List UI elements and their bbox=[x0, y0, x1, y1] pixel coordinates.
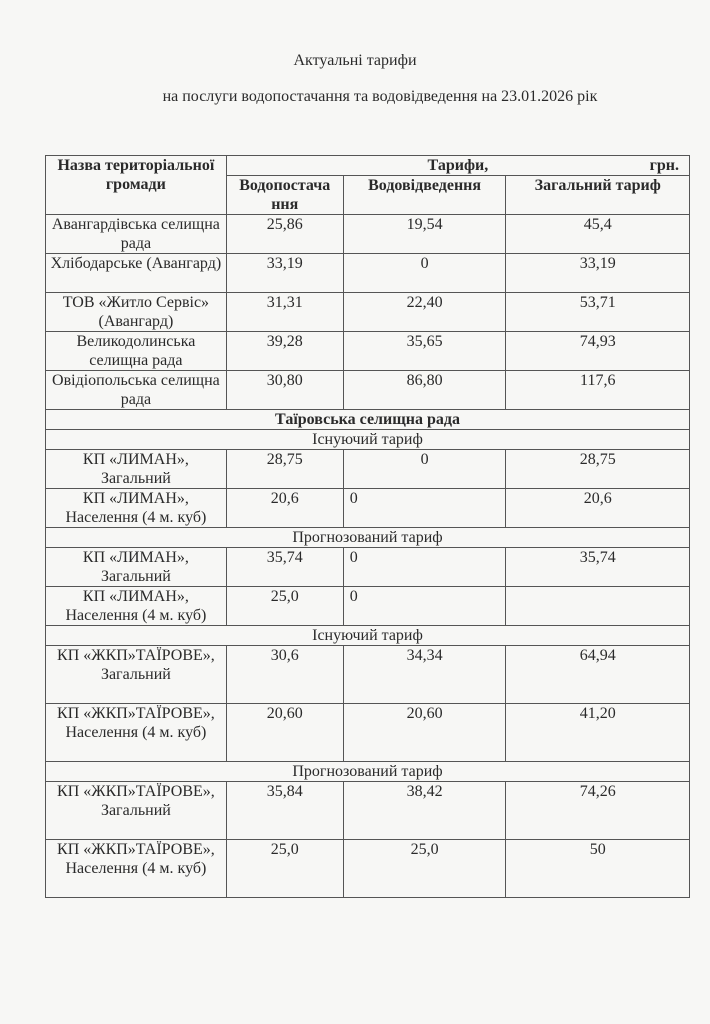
total-cell: 41,20 bbox=[506, 704, 690, 762]
community-name-cell: Великодолинська селищна рада bbox=[46, 332, 227, 371]
table-row bbox=[46, 293, 690, 332]
water-supply-cell: 30,80 bbox=[226, 371, 343, 410]
drainage-cell: 25,0 bbox=[343, 840, 506, 898]
drainage-cell: 86,80 bbox=[343, 371, 506, 410]
subsection-heading: Існуючий тариф bbox=[46, 430, 690, 450]
section-row bbox=[46, 430, 690, 450]
subsection-heading: Існуючий тариф bbox=[46, 626, 690, 646]
section-heading: Таїровська селищна рада bbox=[46, 410, 690, 430]
table-row bbox=[46, 587, 690, 626]
header-tariffs bbox=[226, 156, 689, 176]
water-supply-cell: 25,86 bbox=[226, 215, 343, 254]
drainage-cell: 0 bbox=[343, 548, 506, 587]
drainage-cell: 19,54 bbox=[343, 215, 506, 254]
subsection-heading: Прогнозований тариф bbox=[46, 762, 690, 782]
table-row bbox=[46, 782, 690, 840]
table-row bbox=[46, 371, 690, 410]
document-subtitle: на послуги водопостачання та водовідведення на 23.01.2026 рік bbox=[162, 88, 598, 105]
community-name-cell: Овідіопольська селищна рада bbox=[46, 371, 227, 410]
community-name-cell: КП «ЛИМАН», Загальний bbox=[46, 450, 227, 489]
drainage-cell: 0 bbox=[343, 450, 506, 489]
section-row bbox=[46, 528, 690, 548]
water-supply-cell: 25,0 bbox=[226, 587, 343, 626]
community-name-cell: КП «ЛИМАН», Населення (4 м. куб) bbox=[46, 587, 227, 626]
section-row bbox=[46, 626, 690, 646]
total-cell: 20,6 bbox=[506, 489, 690, 528]
community-name-cell: ТОВ «Житло Сервіс» (Авангард) bbox=[46, 293, 227, 332]
header-unit: грн. bbox=[649, 157, 679, 174]
total-cell: 33,19 bbox=[506, 254, 690, 293]
header-tariffs-label: Тарифи, bbox=[427, 157, 489, 174]
water-supply-cell: 28,75 bbox=[226, 450, 343, 489]
header-community-name: Назва територіальної громади bbox=[46, 156, 227, 215]
table-row bbox=[46, 215, 690, 254]
community-name-cell: Хлібодарське (Авангард) bbox=[46, 254, 227, 293]
table-row bbox=[46, 332, 690, 371]
water-supply-cell: 39,28 bbox=[226, 332, 343, 371]
table-row bbox=[46, 450, 690, 489]
drainage-cell: 20,60 bbox=[343, 704, 506, 762]
drainage-cell: 38,42 bbox=[343, 782, 506, 840]
drainage-cell: 0 bbox=[343, 254, 506, 293]
total-cell: 117,6 bbox=[506, 371, 690, 410]
water-supply-cell: 25,0 bbox=[226, 840, 343, 898]
header-drainage: Водовідведення bbox=[343, 176, 506, 215]
table-row bbox=[46, 254, 690, 293]
table-row bbox=[46, 840, 690, 898]
total-cell: 74,26 bbox=[506, 782, 690, 840]
tariffs-table bbox=[45, 155, 690, 898]
community-name-cell: КП «ЖКП»ТАЇРОВЕ», Загальний bbox=[46, 782, 227, 840]
water-supply-cell: 30,6 bbox=[226, 646, 343, 704]
water-supply-cell: 33,19 bbox=[226, 254, 343, 293]
document-title: Актуальні тарифи bbox=[293, 52, 417, 69]
drainage-cell: 35,65 bbox=[343, 332, 506, 371]
header-water-supply: Водопостача ння bbox=[226, 176, 343, 215]
water-supply-cell: 20,6 bbox=[226, 489, 343, 528]
water-supply-cell: 35,74 bbox=[226, 548, 343, 587]
drainage-cell: 0 bbox=[343, 489, 506, 528]
header-total: Загальний тариф bbox=[506, 176, 690, 215]
water-supply-cell: 31,31 bbox=[226, 293, 343, 332]
table-row bbox=[46, 646, 690, 704]
total-cell: 53,71 bbox=[506, 293, 690, 332]
drainage-cell: 34,34 bbox=[343, 646, 506, 704]
total-cell: 74,93 bbox=[506, 332, 690, 371]
total-cell: 28,75 bbox=[506, 450, 690, 489]
drainage-cell: 0 bbox=[343, 587, 506, 626]
section-row bbox=[46, 410, 690, 430]
total-cell: 35,74 bbox=[506, 548, 690, 587]
total-cell bbox=[506, 587, 690, 626]
community-name-cell: КП «ЖКП»ТАЇРОВЕ», Населення (4 м. куб) bbox=[46, 840, 227, 898]
water-supply-cell: 35,84 bbox=[226, 782, 343, 840]
community-name-cell: КП «ЖКП»ТАЇРОВЕ», Населення (4 м. куб) bbox=[46, 704, 227, 762]
total-cell: 45,4 bbox=[506, 215, 690, 254]
table-row bbox=[46, 489, 690, 528]
community-name-cell: КП «ЖКП»ТАЇРОВЕ», Загальний bbox=[46, 646, 227, 704]
subsection-heading: Прогнозований тариф bbox=[46, 528, 690, 548]
section-row bbox=[46, 762, 690, 782]
table-row bbox=[46, 704, 690, 762]
community-name-cell: КП «ЛИМАН», Населення (4 м. куб) bbox=[46, 489, 227, 528]
total-cell: 64,94 bbox=[506, 646, 690, 704]
drainage-cell: 22,40 bbox=[343, 293, 506, 332]
total-cell: 50 bbox=[506, 840, 690, 898]
community-name-cell: Авангардівська селищна рада bbox=[46, 215, 227, 254]
table-row bbox=[46, 548, 690, 587]
community-name-cell: КП «ЛИМАН», Загальний bbox=[46, 548, 227, 587]
water-supply-cell: 20,60 bbox=[226, 704, 343, 762]
